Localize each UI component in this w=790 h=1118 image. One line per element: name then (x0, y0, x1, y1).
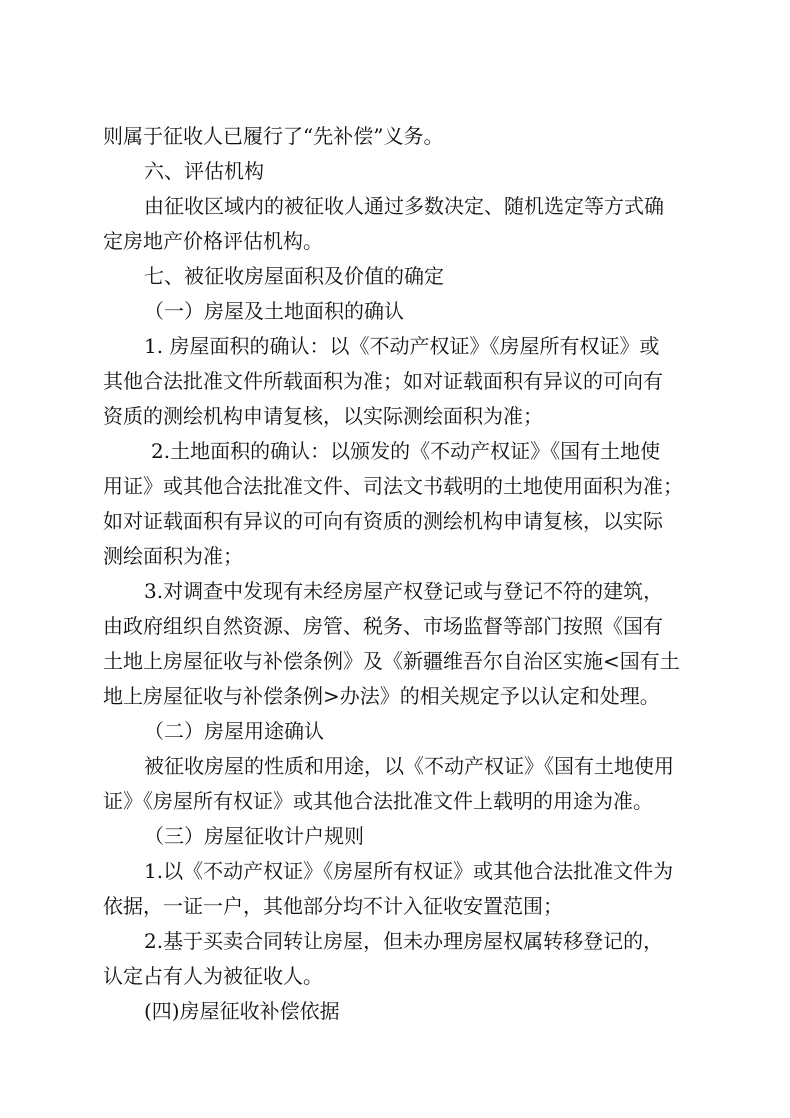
text-line: 定房地产价格评估机构。 (103, 229, 323, 253)
text-line: 地上房屋征收与补偿条例>办法》的相关规定予以认定和处理。 (103, 684, 660, 708)
subsection-heading: （一）房屋及土地面积的确认 (144, 299, 404, 323)
text-line: 认定占有人为被征收人。 (103, 964, 323, 988)
text-line: 被征收房屋的性质和用途，以《不动产权证》《国有土地使用 (144, 754, 674, 778)
text-line: 3.对调查中发现有未经房屋产权登记或与登记不符的建筑， (144, 579, 664, 603)
text-line: 资质的测绘机构申请复核，以实际测绘面积为准； (103, 404, 543, 428)
text-line: 2.基于买卖合同转让房屋，但未办理房屋权属转移登记的， (144, 929, 664, 953)
text-line: 证》《房屋所有权证》或其他合法批准文件上载明的用途为准。 (103, 789, 653, 813)
text-line: 1.以《不动产权证》《房屋所有权证》或其他合法批准文件为 (144, 859, 674, 883)
section-heading: 七、被征收房屋面积及价值的确定 (144, 264, 444, 288)
section-heading: 六、评估机构 (144, 159, 264, 183)
text-line: 依据，一证一户，其他部分均不计入征收安置范围； (103, 894, 563, 918)
text-line: 1. 房屋面积的确认：以《不动产权证》《房屋所有权证》或 (144, 334, 660, 358)
text-line: 其他合法批准文件所载面积为准；如对证载面积有异议的可向有 (103, 369, 663, 393)
text-line: 由政府组织自然资源、房管、税务、市场监督等部门按照《国有 (103, 614, 663, 638)
subsection-heading: （三）房屋征收计户规则 (144, 824, 364, 848)
text-line: 如对证载面积有异议的可向有资质的测绘机构申请复核，以实际 (103, 509, 663, 533)
text-line: 2.土地面积的确认：以颁发的《不动产权证》《国有土地使 (151, 439, 661, 463)
text-line: 用证》或其他合法批准文件、司法文书载明的土地使用面积为准； (103, 474, 683, 498)
subsection-heading: (四)房屋征收补偿依据 (144, 999, 340, 1023)
text-line: 由征收区域内的被征收人通过多数决定、随机选定等方式确 (144, 194, 664, 218)
text-line: 土地上房屋征收与补偿条例》及《新疆维吾尔自治区实施<国有土 (103, 649, 680, 673)
subsection-heading: （二）房屋用途确认 (144, 719, 324, 743)
text-line: 则属于征收人已履行了“先补偿”义务。 (103, 124, 444, 148)
text-line: 测绘面积为准； (103, 544, 243, 568)
